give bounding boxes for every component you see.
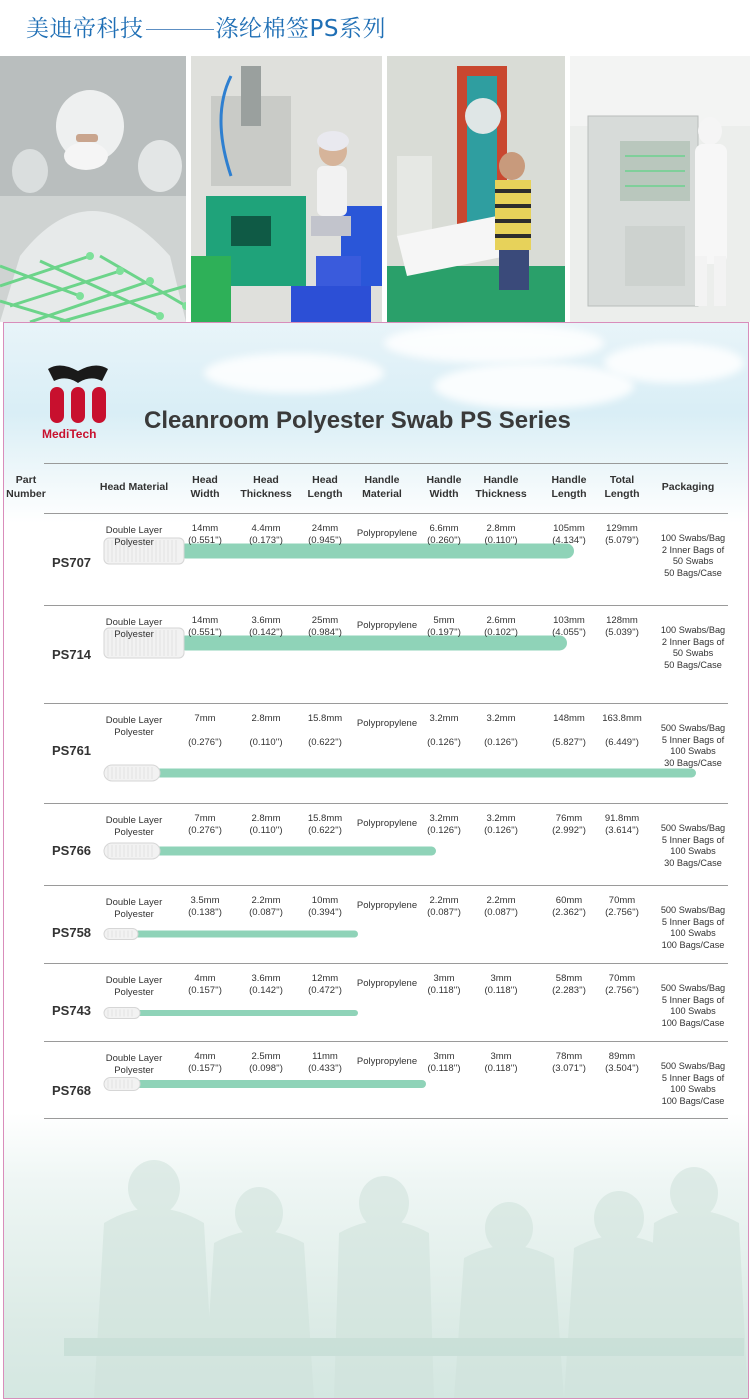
handle-width: 3mm (0.118'') xyxy=(427,973,461,996)
table-row xyxy=(4,605,748,703)
handle-width: 3mm (0.118'') xyxy=(427,1051,461,1074)
spec-panel xyxy=(3,322,749,1399)
handle-material: Polypropylene xyxy=(356,528,418,539)
cloud xyxy=(434,363,634,409)
head-thickness: 2.8mm (0.110'') xyxy=(249,813,283,836)
page-header xyxy=(0,0,750,56)
table-bottom-rule xyxy=(44,1118,728,1119)
head-length: 11mm (0.433'') xyxy=(308,1051,342,1074)
total-length: 129mm (5.079'') xyxy=(605,523,639,546)
swab-handle xyxy=(134,1010,358,1016)
handle-thickness: 2.2mm (0.087'') xyxy=(484,895,518,918)
handle-thickness: 3.2mm (0.126'') xyxy=(484,813,518,836)
head-length: 15.8mm (0.622'') xyxy=(307,813,343,836)
head-material: Double Layer Polyester xyxy=(105,815,163,838)
head-width: 3.5mm (0.138'') xyxy=(188,895,222,918)
col-total-length: Total Length xyxy=(604,474,640,500)
head-thickness: 3.6mm (0.142'') xyxy=(249,615,283,638)
packaging: 500 Swabs/Bag 5 Inner Bags of 100 Swabs 100 Bags/Case xyxy=(660,1061,726,1106)
handle-width: 5mm (0.197'') xyxy=(427,615,461,638)
head-width: 7mm (0.276'') xyxy=(188,813,222,836)
handle-length: 148mm (5.827'') xyxy=(552,713,586,748)
handle-material: Polypropylene xyxy=(356,978,418,989)
handle-material: Polypropylene xyxy=(356,718,418,729)
heading-product: 涤纶棉签PS系列 xyxy=(215,16,386,42)
heading-dash xyxy=(146,29,180,30)
part-number: PS707 xyxy=(52,555,92,570)
swab-handle xyxy=(132,931,358,938)
handle-width: 6.6mm (0.260'') xyxy=(427,523,461,546)
col-part-number: Part Number xyxy=(6,474,46,500)
table-row xyxy=(4,703,748,803)
swab-head xyxy=(104,1078,140,1091)
table-row xyxy=(4,1041,748,1118)
head-thickness: 2.8mm (0.110'') xyxy=(249,713,283,748)
handle-width: 2.2mm (0.087'') xyxy=(427,895,461,918)
total-length: 89mm (3.504'') xyxy=(605,1051,639,1074)
packaging: 500 Swabs/Bag 5 Inner Bags of 100 Swabs 100 Bags/Case xyxy=(660,905,726,950)
handle-thickness: 3mm (0.118'') xyxy=(484,973,518,996)
table-row xyxy=(4,803,748,885)
handle-material: Polypropylene xyxy=(356,818,418,829)
packaging: 100 Swabs/Bag 2 Inner Bags of 50 Swabs 50 Bags/Case xyxy=(660,533,726,578)
handle-thickness: 2.6mm (0.102'') xyxy=(484,615,518,638)
cloud xyxy=(384,323,604,363)
head-length: 25mm (0.984'') xyxy=(308,615,342,638)
head-material: Double Layer Polyester xyxy=(105,525,163,548)
head-width: 14mm (0.551'') xyxy=(188,523,222,546)
page-title: Cleanroom Polyester Swab PS Series xyxy=(144,407,571,434)
swab-head xyxy=(104,1008,140,1019)
packaging: 500 Swabs/Bag 5 Inner Bags of 100 Swabs 100 Bags/Case xyxy=(660,983,726,1028)
handle-width: 3.2mm (0.126'') xyxy=(427,713,461,748)
photo-cleanroom-cabinet xyxy=(570,56,750,322)
heading-company: 美迪帝科技 xyxy=(26,16,144,42)
handle-length: 58mm (2.283'') xyxy=(552,973,586,996)
part-number: PS766 xyxy=(52,843,92,858)
head-material: Double Layer Polyester xyxy=(105,617,163,640)
swab-head xyxy=(104,929,138,940)
col-head-length: Head Length xyxy=(307,474,343,500)
packaging: 500 Swabs/Bag 5 Inner Bags of 100 Swabs 30 Bags/Case xyxy=(660,823,726,868)
head-width: 4mm (0.157'') xyxy=(188,973,222,996)
part-number: PS761 xyxy=(52,743,92,758)
heading-dash-2 xyxy=(180,29,214,30)
page-heading xyxy=(26,10,386,43)
handle-thickness: 2.8mm (0.110'') xyxy=(484,523,518,546)
swab-handle xyxy=(154,769,696,778)
head-material: Double Layer Polyester xyxy=(105,897,163,920)
col-head-material: Head Material xyxy=(99,481,169,493)
col-handle-length: Handle Length xyxy=(551,474,587,500)
packaging: 500 Swabs/Bag 5 Inner Bags of 100 Swabs 30 Bags/Case xyxy=(660,723,726,768)
photo-strip xyxy=(0,56,750,322)
photo-worker-at-machine xyxy=(191,56,382,322)
photo-worker-cutting xyxy=(387,56,565,322)
total-length: 91.8mm (3.614'') xyxy=(604,813,640,836)
col-packaging: Packaging xyxy=(661,481,715,493)
handle-thickness: 3.2mm (0.126'') xyxy=(484,713,518,748)
table-row xyxy=(4,885,748,963)
swab-handle xyxy=(134,1080,426,1088)
part-number: PS758 xyxy=(52,925,92,940)
table-row xyxy=(4,513,748,605)
photo-worker-with-green-swabs xyxy=(0,56,186,322)
handle-thickness: 3mm (0.118'') xyxy=(484,1051,518,1074)
head-length: 12mm (0.472'') xyxy=(308,973,342,996)
head-width: 4mm (0.157'') xyxy=(188,1051,222,1074)
col-handle-material: Handle Material xyxy=(362,474,402,500)
handle-length: 105mm (4.134") xyxy=(552,523,586,546)
col-head-thickness: Head Thickness xyxy=(240,474,292,500)
head-thickness: 3.6mm (0.142'') xyxy=(249,973,283,996)
cloud xyxy=(204,353,384,393)
handle-length: 60mm (2.362'') xyxy=(552,895,586,918)
table-row xyxy=(4,963,748,1041)
total-length: 163.8mm (6.449'') xyxy=(602,713,642,748)
swab-handle xyxy=(154,847,436,856)
handle-length: 103mm (4.055'') xyxy=(552,615,586,638)
col-handle-width: Handle Width xyxy=(426,474,462,500)
head-material: Double Layer Polyester xyxy=(105,975,163,998)
head-width: 14mm (0.551'') xyxy=(188,615,222,638)
handle-material: Polypropylene xyxy=(356,1056,418,1067)
head-thickness: 2.2mm (0.087'') xyxy=(249,895,283,918)
head-material: Double Layer Polyester xyxy=(105,1053,163,1076)
handle-length: 78mm (3.071'') xyxy=(552,1051,586,1074)
total-length: 128mm (5.039'') xyxy=(605,615,639,638)
part-number: PS768 xyxy=(52,1083,92,1098)
col-head-width: Head Width xyxy=(190,474,220,500)
head-length: 10mm (0.394'') xyxy=(308,895,342,918)
part-number: PS743 xyxy=(52,1003,92,1018)
head-length: 24mm (0.945'') xyxy=(308,523,342,546)
handle-length: 76mm (2.992'') xyxy=(552,813,586,836)
handle-material: Polypropylene xyxy=(356,620,418,631)
logo-text: MediTech xyxy=(42,427,97,441)
head-width: 7mm (0.276'') xyxy=(188,713,222,748)
total-length: 70mm (2.756'') xyxy=(605,895,639,918)
table-top-rule xyxy=(44,463,728,464)
head-material: Double Layer Polyester xyxy=(105,715,163,738)
handle-width: 3.2mm (0.126'') xyxy=(427,813,461,836)
head-thickness: 4.4mm (0.173'') xyxy=(249,523,283,546)
col-handle-thickness: Handle Thickness xyxy=(475,474,527,500)
head-thickness: 2.5mm (0.098'') xyxy=(249,1051,283,1074)
handle-material: Polypropylene xyxy=(356,900,418,911)
cleanroom-workers-background xyxy=(4,1103,748,1398)
packaging: 100 Swabs/Bag 2 Inner Bags of 50 Swabs 50 Bags/Case xyxy=(660,625,726,670)
total-length: 70mm (2.756'') xyxy=(605,973,639,996)
cloud xyxy=(604,343,744,383)
head-length: 15.8mm (0.622'') xyxy=(307,713,343,748)
part-number: PS714 xyxy=(52,647,92,662)
